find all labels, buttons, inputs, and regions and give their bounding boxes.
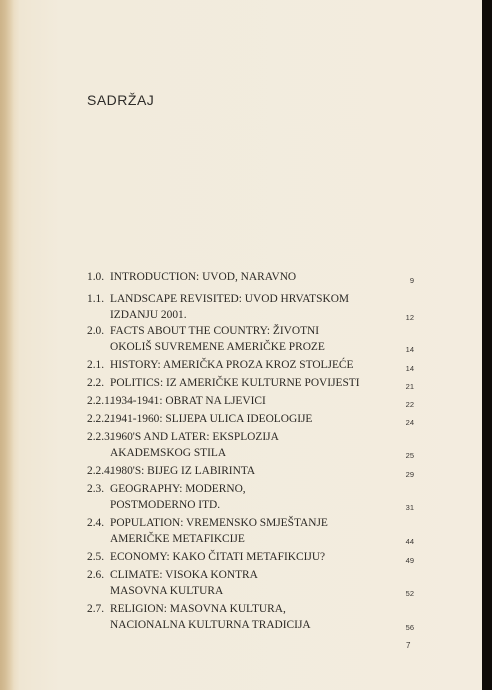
- toc-entry-number: 1.0.: [87, 271, 105, 283]
- toc-entry-title: 1941-1960: SLIJEPA ULICA IDEOLOGIJE: [110, 413, 313, 425]
- toc-entry-title: FACTS ABOUT THE COUNTRY: ŽIVOTNI OKOLIŠ SUVREMENE AMERIČKE PROZE: [110, 325, 325, 353]
- toc-entry-number: 2.2.1.: [87, 395, 113, 407]
- toc-entry-page: 14: [405, 364, 414, 373]
- toc-entry-page: 44: [405, 537, 414, 546]
- toc-entry-page: 25: [405, 451, 414, 460]
- table-of-contents: [0, 270, 482, 636]
- toc-entry-number: 2.7.: [87, 603, 105, 615]
- toc-entry-page: 49: [405, 556, 414, 565]
- toc-entry: [0, 358, 482, 376]
- toc-entry-number: 2.2.3.: [87, 431, 113, 443]
- toc-entry-number: 2.4.: [87, 517, 105, 529]
- toc-entry-page: 14: [405, 345, 414, 354]
- toc-entry-page: 56: [405, 623, 414, 632]
- toc-entry-title: POLITICS: IZ AMERIČKE KULTURNE POVIJESTI: [110, 377, 360, 389]
- toc-entry-title: GEOGRAPHY: MODERNO, POSTMODERNO ITD.: [110, 483, 246, 511]
- toc-entry-title: 1960'S AND LATER: EKSPLOZIJA AKADEMSKOG STILA: [110, 431, 279, 459]
- toc-entry: [0, 568, 482, 602]
- toc-entry: [0, 602, 482, 636]
- toc-entry-page: 31: [405, 503, 414, 512]
- toc-entry-number: 2.0.: [87, 325, 105, 337]
- toc-entry: [0, 550, 482, 568]
- toc-entry-number: 2.2.: [87, 377, 105, 389]
- toc-entry-number: 1.1.: [87, 293, 105, 305]
- toc-entry: [0, 324, 482, 358]
- toc-entry-page: 24: [405, 418, 414, 427]
- toc-entry-title: ECONOMY: KAKO ČITATI METAFIKCIJU?: [110, 551, 326, 563]
- toc-entry-title: RELIGION: MASOVNA KULTURA, NACIONALNA KULTURNA TRADICIJA: [110, 603, 311, 631]
- toc-entry-number: 2.1.: [87, 359, 105, 371]
- toc-entry: [0, 482, 482, 516]
- toc-entry-title: LANDSCAPE REVISITED: UVOD HRVATSKOM IZDANJU 2001.: [110, 293, 350, 321]
- toc-entry: [0, 430, 482, 464]
- toc-entry-title: 1934-1941: OBRAT NA LJEVICI: [110, 395, 266, 407]
- toc-entry-number: 2.2.2.: [87, 413, 113, 425]
- toc-entry: [0, 516, 482, 550]
- toc-entry-number: 2.5.: [87, 551, 105, 563]
- toc-entry-page: 9: [409, 276, 414, 285]
- toc-entry-title: INTRODUCTION: UVOD, NARAVNO: [110, 271, 297, 283]
- toc-entry: [0, 270, 482, 292]
- toc-entry-title: HISTORY: AMERIČKA PROZA KROZ STOLJEĆE: [110, 359, 354, 371]
- toc-entry-number: 2.6.: [87, 569, 105, 581]
- toc-entry: [0, 292, 482, 324]
- toc-entry-page: 22: [405, 400, 414, 409]
- toc-entry-number: 2.3.: [87, 483, 105, 495]
- toc-entry: [0, 394, 482, 412]
- toc-entry-page: 52: [405, 589, 414, 598]
- toc-entry-page: 29: [405, 470, 414, 479]
- toc-entry: [0, 376, 482, 394]
- toc-entry: [0, 412, 482, 430]
- toc-entry-title: POPULATION: VREMENSKO SMJEŠTANJE AMERIČKE METAFIKCIJE: [110, 517, 328, 545]
- page-title: SADRŽAJ: [87, 92, 155, 108]
- toc-entry-title: 1980'S: BIJEG IZ LABIRINTA: [110, 465, 256, 477]
- toc-entry-page: 12: [405, 313, 414, 322]
- toc-entry-title: CLIMATE: VISOKA KONTRA MASOVNA KULTURA: [110, 569, 258, 597]
- page-number: 7: [406, 641, 411, 650]
- toc-entry-page: 21: [405, 382, 414, 391]
- toc-entry: [0, 464, 482, 482]
- toc-entry-number: 2.2.4.: [87, 465, 113, 477]
